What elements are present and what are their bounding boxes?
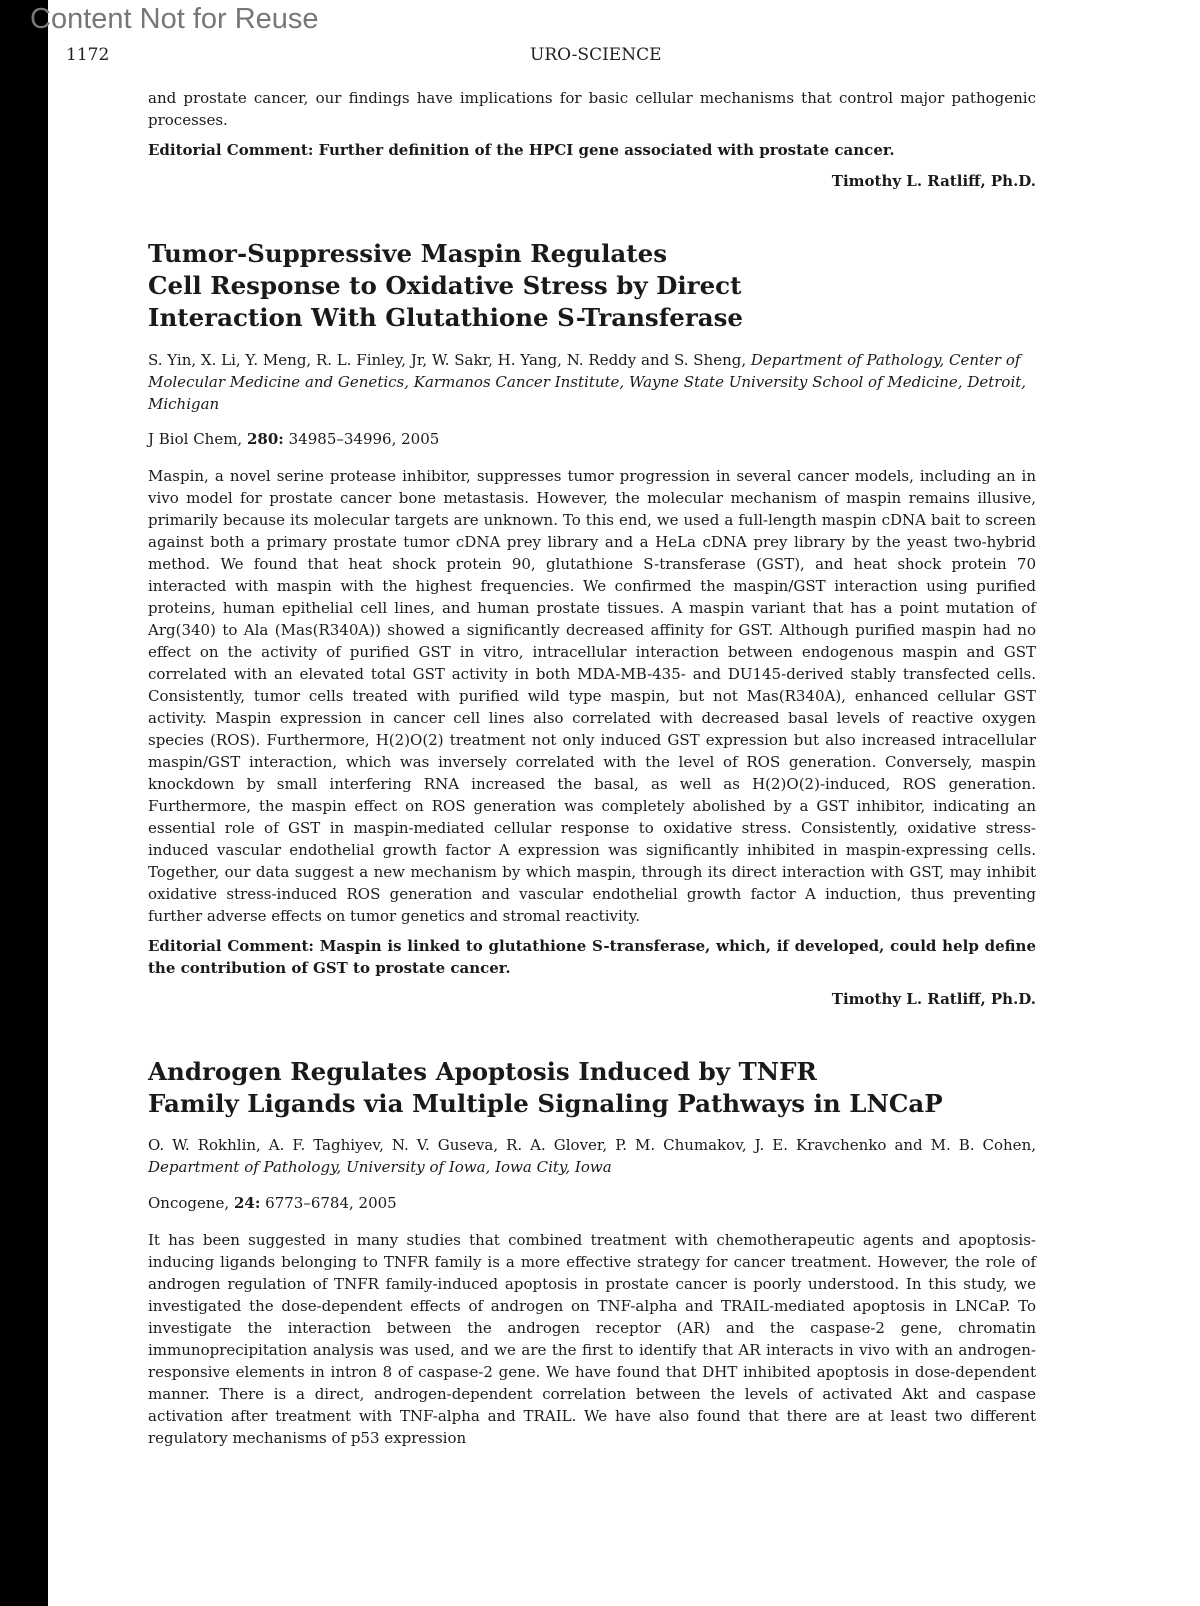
article-title [148, 238, 1036, 334]
journal: J Biol Chem, [148, 430, 243, 448]
affiliation: Department of Pathology, University of Iowa, Iowa City, Iowa [148, 1158, 612, 1176]
authors [148, 1134, 1036, 1178]
title-line: Androgen Regulates Apoptosis Induced by TNFR [148, 1057, 817, 1086]
author-list: O. W. Rokhlin, A. F. Taghiyev, N. V. Guseva, R. A. Glover, P. M. Chumakov, J. E. Kravchenko and M. B. Cohen, [148, 1136, 1036, 1154]
authors [148, 349, 1036, 415]
citation [148, 1192, 1036, 1214]
page-body [148, 0, 1036, 1469]
pages: 34985–34996, 2005 [288, 430, 440, 448]
author-list: S. Yin, X. Li, Y. Meng, R. L. Finley, Jr, W. Sakr, H. Yang, N. Reddy and S. Sheng, [148, 351, 747, 369]
abstract: It has been suggested in many studies that combined treatment with chemotherapeutic agents and apoptosis-inducing ligands belonging to TNFR family is a more effective strategy for cancer treatment. However, the role of androgen regulation of TNFR family-induced apoptosis in prostate cancer is poorly understood. In this study, we investigated the dose-dependent effects of androgen on TNF-alpha and TRAIL-mediated apoptosis in LNCaP. To investigate the interaction between the androgen receptor (AR) and the caspase-2 gene, chromatin immunoprecipitation analysis was used, and we are the first to identify that AR interacts in vivo with an androgen-responsive elements in intron 8 of caspase-2 gene. We have found that DHT inhibited apoptosis in dose-dependent manner. There is a direct, androgen-dependent correlation between the levels of activated Akt and caspase activation after treatment with TNF-alpha and TRAIL. We have also found that there are at least two different regulatory mechanisms of p53 expression [148, 1231, 1036, 1447]
pages: 6773–6784, 2005 [265, 1194, 397, 1212]
paragraph: and prostate cancer, our findings have implications for basic cellular mechanisms that control major pathogenic processes. [148, 89, 1036, 129]
page-number: 1172 [66, 45, 110, 65]
title-line: Interaction With Glutathione S-Transferase [148, 303, 744, 332]
volume: 280: [247, 430, 284, 448]
abstract: Maspin, a novel serine protease inhibitor, suppresses tumor progression in several cancer models, including an in vivo model for prostate cancer bone metastasis. However, the molecular mechanism of maspin remains illusive, primarily because its molecular targets are unknown. To this end, we used a full-length maspin cDNA bait to screen against both a primary prostate tumor cDNA prey library and a HeLa cDNA prey library by the yeast two-hybrid method. We found that heat shock protein 90, glutathione S-transferase (GST), and heat shock protein 70 interacted with maspin with the highest frequencies. We confirmed the maspin/GST interaction using purified proteins, human epithelial cell lines, and human prostate tissues. A maspin variant that has a point mutation of Arg(340) to Ala (Mas(R340A)) showed a significantly decreased affinity for GST. Although purified maspin had no effect on the activity of purified GST in vitro, intracellular interaction between endogenous maspin and GST correlated with an elevated total GST activity in both MDA-MB-435- and DU145-derived stably transfected cells. Consistently, tumor cells treated with purified wild type maspin, but not Mas(R340A), enhanced cellular GST activity. Maspin expression in cancer cell lines also correlated with decreased basal levels of reactive oxygen species (ROS). Furthermore, H(2)O(2) treatment not only induced GST expression but also increased intracellular maspin/GST interaction, which was inversely correlated with the level of ROS generation. Conversely, maspin knockdown by small interfering RNA increased the basal, as well as H(2)O(2)-induced, ROS generation. Furthermore, the maspin effect on ROS generation was completely abolished by a GST inhibitor, indicating an essential role of GST in maspin-mediated cellular response to oxidative stress. Consistently, oxidative stress-induced vascular endothelial growth factor A expression was significantly inhibited in maspin-expressing cells. Together, our data suggest a new mechanism by which maspin, through its direct interaction with GST, may inhibit oxidative stress-induced ROS generation and vascular endothelial growth factor A induction, thus preventing further adverse effects on tumor genetics and stromal reactivity. [148, 467, 1036, 925]
signature: Timothy L. Ratliff, Ph.D. [831, 990, 1036, 1008]
article-title [148, 1056, 1036, 1120]
article-2 [148, 1056, 1036, 1449]
title-line: Tumor-Suppressive Maspin Regulates [148, 239, 667, 268]
journal: Oncogene, [148, 1194, 230, 1212]
citation [148, 428, 1036, 450]
title-line: Cell Response to Oxidative Stress by Direct [148, 271, 742, 300]
affiliation: Department of Pathology, Center of Molecular Medicine and Genetics, Karmanos Cancer Institute, Wayne State University School of Medicine, Detroit, Michigan [148, 351, 1027, 413]
watermark: Content Not for Reuse [30, 3, 319, 35]
article-1 [148, 238, 1036, 1010]
editorial-comment: Editorial Comment: Further definition of the HPCI gene associated with prostate cancer. [148, 141, 895, 159]
running-title: URO-SCIENCE [530, 45, 662, 65]
volume: 24: [233, 1194, 261, 1212]
editorial-comment: Editorial Comment: Maspin is linked to glutathione S-transferase, which, if developed, could help define the contribution of GST to prostate cancer. [148, 937, 1036, 977]
left-black-bar [0, 0, 48, 1606]
title-line: Family Ligands via Multiple Signaling Pathways in LNCaP [148, 1089, 943, 1118]
signature: Timothy L. Ratliff, Ph.D. [831, 172, 1036, 190]
previous-article-tail [148, 87, 1036, 192]
